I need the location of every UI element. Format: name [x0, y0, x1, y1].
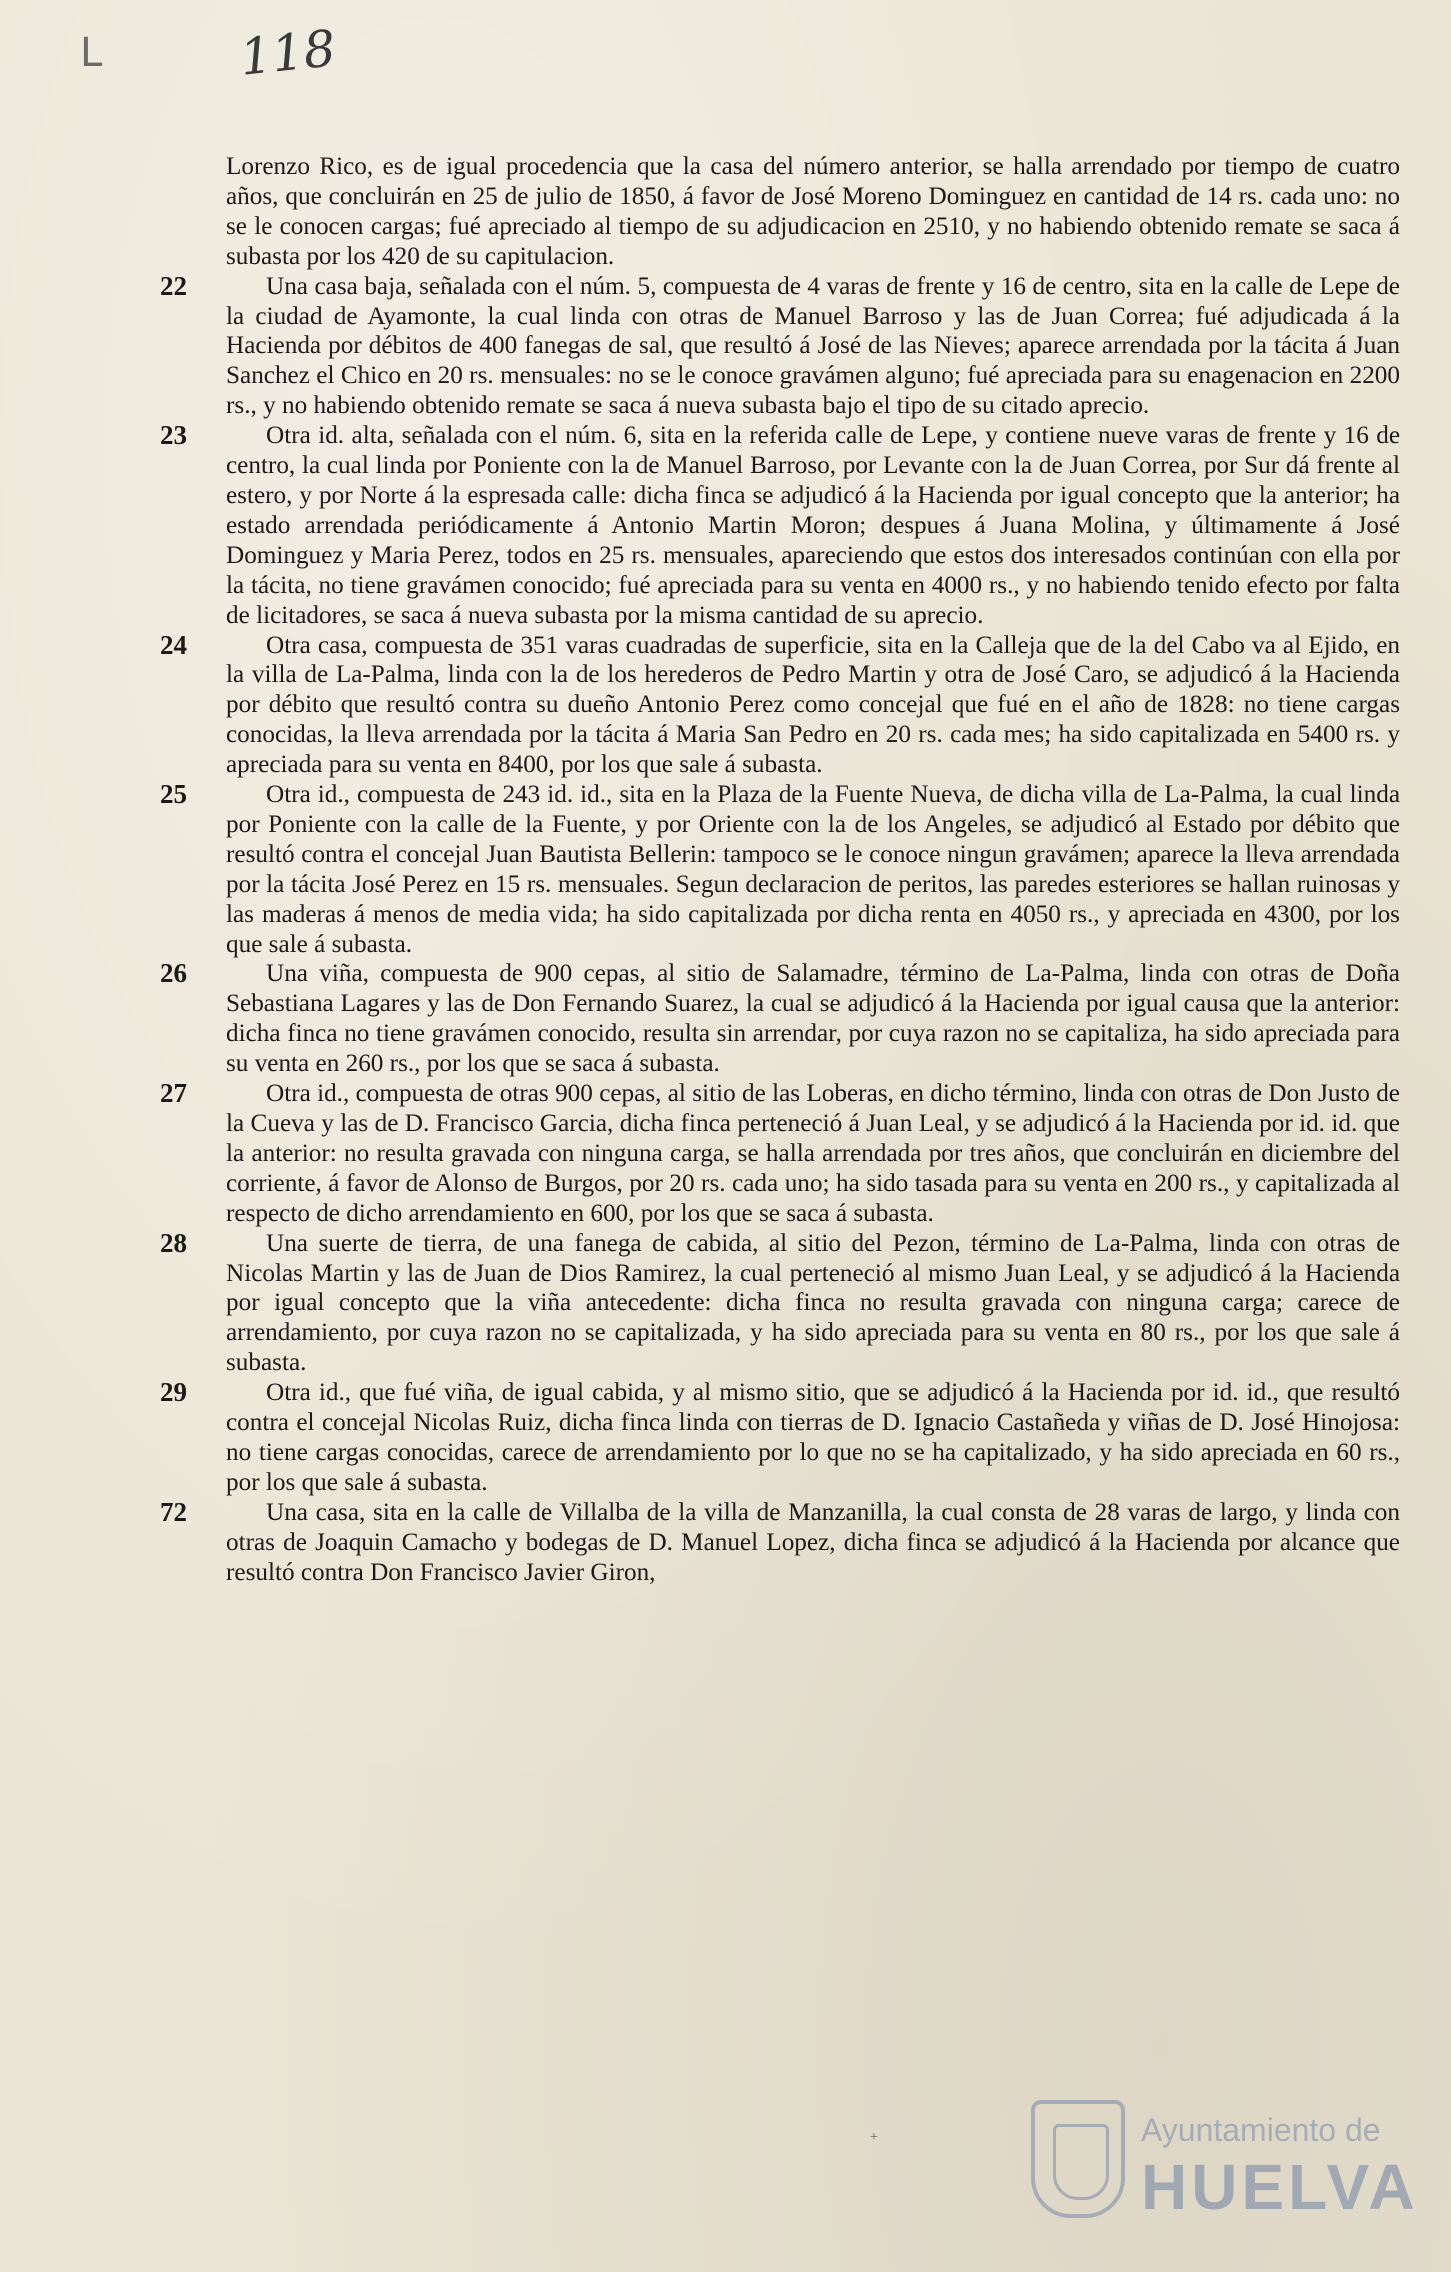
logo-line2: HUELVA [1141, 2151, 1419, 2223]
entry-text: Otra id., compuesta de otras 900 cepas, al sitio de las Loberas, en dicho término, linda con otras de Don Justo de la Cueva y las de D. Francisco Garcia, dicha finca perteneció á Juan Leal, y se adjudicó á la Hacienda por id. id. que la anterior: no resulta gravada con ninguna carga, se halla arrendada por tres años, que concluirán en diciembre del corriente, á favor de Alonso de Burgos, por 20 rs. cada uno; ha sido tasada para su venta en 200 rs., y capitalizada al respecto de dicho arrendamiento en 600, por los que se saca á subasta. [226, 1080, 1400, 1227]
corner-mark: L [80, 30, 103, 76]
entry-number: 24 [160, 629, 187, 660]
document-body [160, 152, 1400, 1588]
entry-number: 72 [160, 1496, 187, 1527]
city-seal-icon [1031, 2100, 1125, 2218]
entry-number: 29 [160, 1377, 187, 1408]
logo-line1: Ayuntamiento de [1141, 2112, 1381, 2148]
entry-text: Una suerte de tierra, de una fanega de cabida, al sitio del Pezon, término de La-Palma, linda con otras de Nicolas Martin y las de Juan de Dios Ramirez, la cual perteneció al mismo Juan Leal, y se adjudicó á la Hacienda por igual concepto que la viña antecedente: dicha finca no resulta gravada con ninguna carga; carece de arrendamiento, por cuya razon no se capitalizada, y ha sido apreciada para su venta en 80 rs., por los que sale á subasta. [226, 1229, 1400, 1377]
entry-72 [160, 1498, 1400, 1588]
entry-text: Una casa baja, señalada con el núm. 5, compuesta de 4 varas de frente y 16 de centro, sita en la calle de Lepe de la ciudad de Ayamonte, la cual linda con otras de Manuel Barroso y las de Juan Correa; fué adjudicada á la Hacienda por débitos de 400 fanegas de sal, que resultó á José de las Nieves; aparece arrendada por la tácita á Juan Sanchez el Chico en 20 rs. mensuales: no se le conoce gravámen alguno; fué apreciada para su enagenacion en 2200 rs., y no habiendo obtenido remate se saca á nueva subasta bajo el tipo de su citado aprecio. [226, 272, 1400, 420]
ayuntamiento-logo [1031, 2092, 1419, 2232]
entry-number: 22 [160, 270, 187, 301]
entry-text: Otra casa, compuesta de 351 varas cuadradas de superficie, sita en la Calleja que de la del Cabo va al Ejido, en la villa de La-Palma, linda con la de los herederos de Pedro Martin y otra de José Caro, se adjudicó á la Hacienda por débito que resultó contra su dueño Antonio Perez como concejal que fué en el año de 1828: no tiene cargas conocidas, la lleva arrendada por la tácita á Maria San Pedro en 20 rs. cada mes; ha sido capitalizada en 5400 rs. y apreciada para su venta en 8400, por los que sale á subasta. [226, 631, 1400, 779]
entry-number: 25 [160, 779, 187, 810]
entry-26 [160, 959, 1400, 1079]
entry-29 [160, 1378, 1400, 1498]
entry-text: Otra id. alta, señalada con el núm. 6, sita en la referida calle de Lepe, y contiene nueve varas de frente y 16 de centro, la cual linda por Poniente con la de Manuel Barroso, por Levante con la de Juan Correa, por Sur dá frente al estero, y por Norte á la espresada calle: dicha finca se adjudicó á la Hacienda por igual concepto que la anterior; ha estado arrendada periódicamente á Antonio Martin Moron; despues á Juana Molina, y últimamente á José Dominguez y Maria Perez, todos en 25 rs. mensuales, apareciendo que estos dos interesados continúan con ella por la tácita, no tiene gravámen conocido; fué apreciada para su venta en 4000 rs., y no habiendo tenido efecto por falta de licitadores, se saca á nueva subasta por la misma cantidad de su aprecio. [226, 422, 1400, 629]
folio-number: 118 [237, 19, 339, 87]
entry-number: 23 [160, 420, 187, 451]
seal-inner-icon [1053, 2124, 1109, 2200]
entry-text: Otra id., compuesta de 243 id. id., sita en la Plaza de la Fuente Nueva, de dicha villa de La-Palma, la cual linda por Poniente con la calle de la Fuente, y por Oriente con la de los Angeles, se adjudicó al Estado por débito que resultó contra el concejal Juan Bautista Bellerin: tampoco se le conoce ningun gravámen; aparece la lleva arrendada por la tácita José Perez en 15 rs. mensuales. Segun declaracion de peritos, las paredes esteriores se hallan ruinosas y las maderas á menos de media vida; ha sido capitalizada por dicha renta en 4050 rs., y apreciada en 4300, por los que sale á subasta. [226, 781, 1400, 958]
page-foot-mark: + [870, 2130, 878, 2145]
entry-24 [160, 631, 1400, 781]
entry-23 [160, 421, 1400, 630]
entry-number: 28 [160, 1227, 187, 1258]
entry-text: Lorenzo Rico, es de igual procedencia que la casa del número anterior, se halla arrendado por tiempo de cuatro años, que concluirán en 25 de julio de 1850, á favor de José Moreno Dominguez en cantidad de 14 rs. cada uno: no se le conocen cargas; fué apreciado al tiempo de su adjudicacion en 2510, y no habiendo obtenido remate se saca á subasta por los 420 de su capitulacion. [226, 153, 1400, 270]
entry-text: Una casa, sita en la calle de Villalba de la villa de Manzanilla, la cual consta de 28 varas de largo, y linda con otras de Joaquin Camacho y bodegas de D. Manuel Lopez, dicha finca se adjudicó á la Hacienda por alcance que resultó contra Don Francisco Javier Giron, [226, 1498, 1400, 1586]
entry-number: 26 [160, 958, 187, 989]
entry-28 [160, 1229, 1400, 1379]
entry-27 [160, 1079, 1400, 1229]
entry-text: Una viña, compuesta de 900 cepas, al sitio de Salamadre, término de La-Palma, linda con otras de Doña Sebastiana Lagares y las de Don Fernando Suarez, la cual se adjudicó á la Hacienda por igual causa que la anterior: dicha finca no tiene gravámen conocido, resulta sin arrendar, por cuya razon no se capitaliza, ha sido apreciada para su venta en 260 rs., por los que se saca á subasta. [226, 960, 1400, 1078]
entry-continuation [160, 152, 1400, 272]
entry-number: 27 [160, 1078, 187, 1109]
entry-22 [160, 272, 1400, 422]
entry-25 [160, 780, 1400, 959]
entry-text: Otra id., que fué viña, de igual cabida, y al mismo sitio, que se adjudicó á la Hacienda por id. id., que resultó contra el concejal Nicolas Ruiz, dicha finca linda con tierras de D. Ignacio Castañeda y viñas de D. José Hinojosa: no tiene cargas conocidas, carece de arrendamiento por lo que no se ha capitalizado, y ha sido apreciada en 60 rs., por los que sale á subasta. [226, 1379, 1400, 1496]
